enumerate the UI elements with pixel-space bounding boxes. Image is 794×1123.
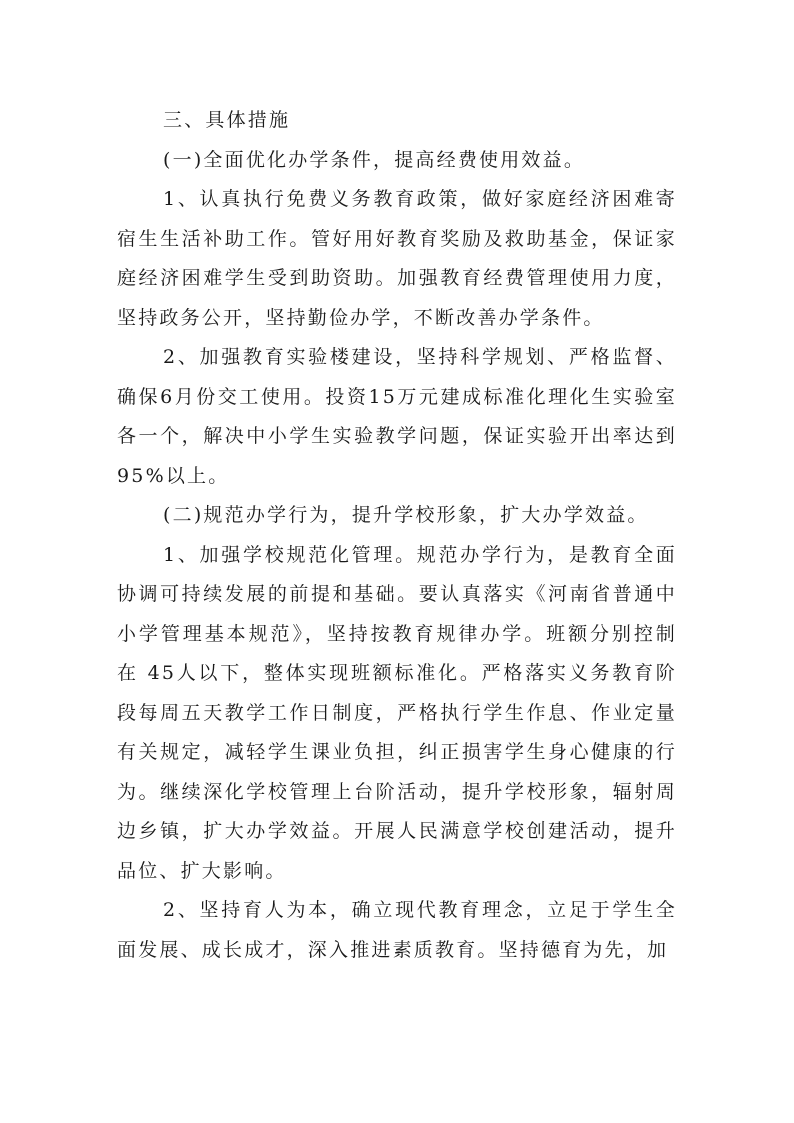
- section-heading: 三、具体措施: [163, 109, 291, 131]
- paragraph-1: 1、认真执行免费义务教育政策，做好家庭经济困难寄宿生生活补助工作。管好用好教育奖励及救助基金，保证家庭经济困难学生受到助资助。加强教育经费管理使用力度，坚持政务公开，坚持勤俭办学，不断改善办学条件。: [117, 188, 677, 329]
- paragraph-3: 1、加强学校规范化管理。规范办学行为，是教育全面协调可持续发展的前提和基础。要认真落实《河南省普通中小学管理基本规范》，坚持按教育规律办学。班额分别控制在 45人以下，整体实现班额标准化。严格落实义务教育阶段每周五天教学工作日制度，严格执行学生作息、作业定量有关规定，减轻学生课业负担，纠正损害学生身心健康的行为。继续深化学校管理上台阶活动，提升学校形象，辐射周边乡镇，扩大办学效益。开展人民满意学校创建活动，提升品位、扩大影响。: [117, 543, 677, 882]
- subsection-heading-1: (一)全面优化办学条件，提高经费使用效益。: [163, 148, 586, 171]
- paragraph-4: 2、坚持育人为本，确立现代教育理念，立足于学生全面发展、成长成才，深入推进素质教育。坚持德育为先，加: [117, 899, 677, 961]
- paragraph-2: 2、加强教育实验楼建设，坚持科学规划、严格监督、确保6月份交工使用。投资15万元建成标准化理化生实验室各一个，解决中小学生实验教学问题，保证实验开出率达到95%以上。: [117, 346, 677, 487]
- document-body: [117, 101, 677, 970]
- subsection-heading-2: (二)规范办学行为，提升学校形象，扩大办学效益。: [163, 504, 649, 526]
